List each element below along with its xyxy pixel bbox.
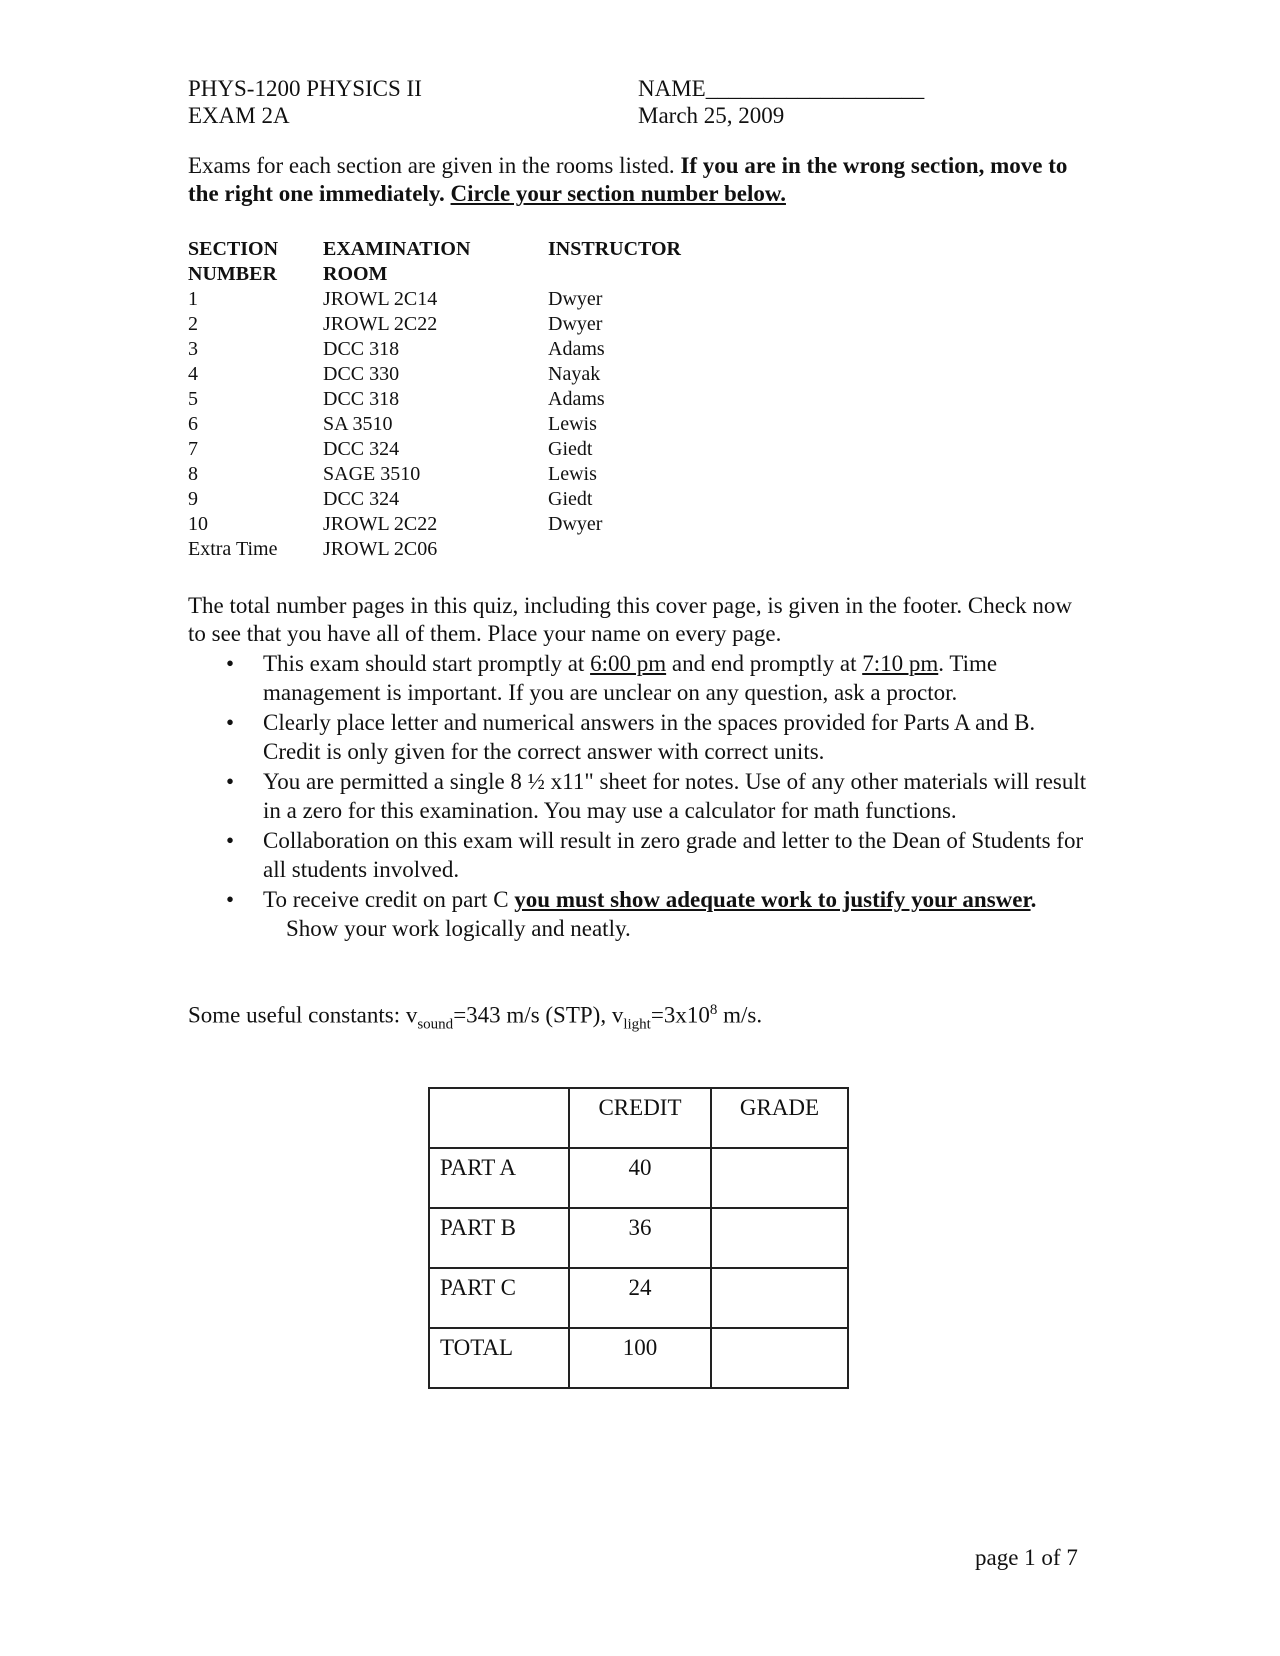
name-field: NAME___________________ [638,76,925,101]
grade-cell[interactable] [711,1268,848,1328]
work-requirement: you must show adequate work to justify your answer [514,887,1031,912]
section-number: 2 [188,313,198,335]
course-title: PHYS-1200 PHYSICS II [188,76,422,101]
section-instructor: Adams [548,338,605,360]
section-room: DCC 318 [323,388,400,410]
bullet-text: . Time management is important. If you are unclear on any question, ask a proctor. [263,651,998,705]
end-time: 7:10 pm [862,651,939,676]
header-number: NUMBER [188,263,277,285]
header-room: ROOM [323,263,388,285]
section-number: 5 [188,388,198,410]
section-instructor: Dwyer [548,288,603,310]
section-number: 7 [188,438,198,460]
section-room: SAGE 3510 [323,463,421,485]
sound-subscript: sound [417,1016,454,1033]
section-instructor: Dwyer [548,513,603,535]
grade-cell[interactable] [711,1328,848,1388]
section-instructor: Giedt [548,488,593,510]
table-row [429,1268,848,1328]
pages-note: The total number pages in this quiz, including this cover page, is given in the footer. Check now to see that you have all of them. Place your name on every page. [188,593,1073,646]
bullet-text: and end promptly at [666,651,863,676]
section-room: JROWL 2C06 [323,538,438,560]
list-item [188,768,1088,825]
useful-constants [188,1002,762,1033]
bullet-text: Show your work logically and neatly. [263,915,631,941]
section-number: 8 [188,463,198,485]
bullet-icon: • [226,710,235,735]
section-room: JROWL 2C14 [323,288,438,310]
empty-cell [429,1088,569,1148]
constants-label: Some useful constants: v [188,1002,418,1028]
part-label: PART B [429,1208,569,1268]
list-item [188,827,1088,884]
list-item [188,709,1088,766]
list-item [188,650,1088,707]
intro-instructions [188,152,1088,208]
bullet-text: Clearly place letter and numerical answers in the spaces provided for Parts A and B. Credit is only given for the correct answer with correct units. [263,710,1036,764]
credit-value: 24 [569,1268,711,1328]
section-instructor: Adams [548,388,605,410]
section-number: 3 [188,338,198,360]
light-subscript: light [623,1016,651,1033]
grade-cell[interactable] [711,1208,848,1268]
list-item [188,886,1088,943]
credit-value: 36 [569,1208,711,1268]
part-label: PART A [429,1148,569,1208]
grade-header: GRADE [711,1088,848,1148]
part-label: TOTAL [429,1328,569,1388]
header-instructor: INSTRUCTOR [548,238,681,260]
bullet-icon: • [226,828,235,853]
grade-table [428,1087,849,1389]
light-value: =3x10 [650,1002,710,1028]
part-label: PART C [429,1268,569,1328]
exam-date: March 25, 2009 [638,103,785,128]
section-instructor: Giedt [548,438,593,460]
grade-header-row [429,1088,848,1148]
section-number: Extra Time [188,538,278,560]
credit-value: 40 [569,1148,711,1208]
header-section: SECTION [188,238,279,260]
credit-header: CREDIT [569,1088,711,1148]
bullet-text: You are permitted a single 8 ½ x11" sheet for notes. Use of any other materials will result in a zero for this examination. You may use a calculator for math functions. [263,769,1087,823]
section-room: SA 3510 [323,413,393,435]
intro-plain: Exams for each section are given in the rooms listed. [188,153,675,178]
page-number: page 1 of 7 [975,1545,1078,1570]
bullet-icon: • [226,651,235,676]
section-number: 10 [188,513,208,535]
section-room: DCC 330 [323,363,400,385]
bullet-icon: • [226,769,235,794]
section-room: DCC 324 [323,438,400,460]
instruction-list [188,650,1088,945]
section-room: DCC 324 [323,488,400,510]
light-exponent: 8 [709,1002,718,1018]
sound-value: =343 m/s (STP), v [453,1002,624,1028]
credit-value: 100 [569,1328,711,1388]
bullet-text: This exam should start promptly at [263,651,591,676]
table-row [429,1208,848,1268]
grade-cell[interactable] [711,1148,848,1208]
section-instructor: Dwyer [548,313,603,335]
section-room: DCC 318 [323,338,400,360]
bullet-text: . [1030,887,1037,912]
circle-instruction: Circle your section number below. [450,181,786,206]
section-number: 4 [188,363,198,385]
exam-title: EXAM 2A [188,103,290,128]
section-instructor: Lewis [548,463,597,485]
light-unit: m/s. [717,1002,763,1028]
bullet-text: Collaboration on this exam will result in zero grade and letter to the Dean of Students for all students involved. [263,828,1084,882]
header-exam: EXAMINATION [323,238,471,260]
section-instructor: Lewis [548,413,597,435]
section-number: 6 [188,413,198,435]
start-time: 6:00 pm [590,651,667,676]
section-number: 1 [188,288,198,310]
bullet-text: To receive credit on part C [263,887,515,912]
bullet-icon: • [226,887,235,912]
table-row [429,1148,848,1208]
section-number: 9 [188,488,198,510]
intro-bold: If you are in the wrong section, move to the right one immediately. [188,153,1068,206]
section-room: JROWL 2C22 [323,313,438,335]
section-room: JROWL 2C22 [323,513,438,535]
section-instructor: Nayak [548,363,601,385]
table-row [429,1328,848,1388]
